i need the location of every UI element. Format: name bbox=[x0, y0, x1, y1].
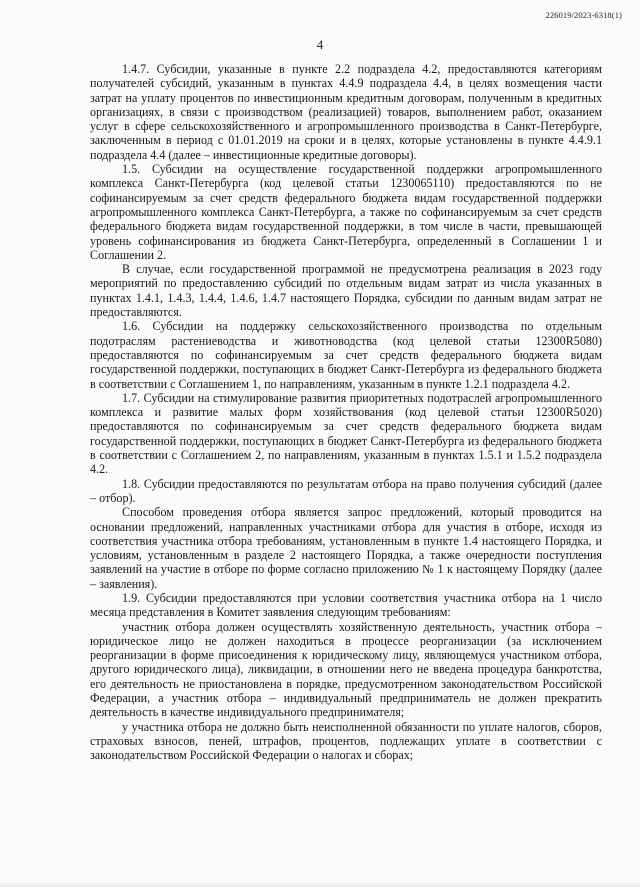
requirement-taxes: у участника отбора не должно быть неисполненной обязанности по уплате налогов, сборов, страховых взносов, пеней, штрафов, процентов, подлежащих уплате в соответствии с законодательством Российской Федерации о налогах и сборах; bbox=[90, 719, 602, 763]
paragraph-1-8: 1.8. Субсидии предоставляются по результатам отбора на право получения субсидий (далее – отбор). bbox=[90, 476, 602, 505]
requirement-activity: участник отбора должен осуществлять хозяйственную деятельность, участник отбора – юридическое лицо не должен находиться в процессе реорганизации (за исключением реорганизации в форме присоединения к юридическому лицу, являющемуся участником отбора, другого юридического лица), ликвидации, в отношении него не введена процедура банкротства, его деятельность не приостановлена в порядке, предусмотренном законодательством Российской Федерации, а участник отбора – индивидуальный предприниматель не должен прекратить деятельность в качестве индивидуального предпринимателя; bbox=[90, 619, 602, 720]
document-registration-number: 226019/2023-6318(1) bbox=[545, 10, 622, 20]
paragraph-1-5: 1.5. Субсидии на осуществление государственной поддержки агропромышленного комплекса Санкт-Петербурга (код целевой статьи 1230065110) предоставляются по не софинансируемым за счет средств федерального бюджета видам государственной поддержки агропромышленного комплекса Санкт-Петербурга, а также по софинансируемым за счет средств федерального бюджета видам государственной поддержки, в том числе в части, превышающей уровень софинансирования из бюджета Санкт-Петербурга, определенный в Соглашении 1 и Соглашении 2. bbox=[90, 162, 602, 262]
paragraph-1-5-note: В случае, если государственной программой не предусмотрена реализация в 2023 году мероприятий по предоставлению субсидий по отдельным видам затрат из числа указанных в пунктах 1.4.1, 1.4.3, 1.4.4, 1.4.6, 1.4.7 настоящего Порядка, субсидии по данным видам затрат не предоставляются. bbox=[90, 262, 602, 320]
paragraph-1-7: 1.7. Субсидии на стимулирование развития приоритетных подотраслей агропромышленного комплекса и развитие малых форм хозяйствования (код целевой статьи 12300R5020) предоставляются по софинансируемым за счет средств федерального бюджета видам государственной поддержки, поступающих в бюджет Санкт-Петербурга из федерального бюджета в соответствии с Соглашением 2, по направлениям, указанным в пунктах 1.5.1 и 1.5.2 подраздела 4.2. bbox=[90, 390, 602, 477]
paragraph-1-9: 1.9. Субсидии предоставляются при условии соответствия участника отбора на 1 число месяца представления в Комитет заявления следующим требованиям: bbox=[90, 590, 602, 620]
paragraph-1-6: 1.6. Субсидии на поддержку сельскохозяйственного производства по отдельным подотраслям растениеводства и животноводства (код целевой статьи 12300R5080) предоставляются по софинансируемым за счет средств федерального бюджета видам государственной поддержки, поступающих в бюджет Санкт-Петербурга из федерального бюджета в соответствии с Соглашением 1, по направлениям, указанным в пункте 1.2.1 подраздела 4.2. bbox=[90, 319, 602, 391]
paragraph-selection-method: Способом проведения отбора является запрос предложений, который проводится на основании предложений, направленных участниками отбора для участия в отборе, исходя из соответствия участника отбора требованиям, установленным в пункте 1.4 настоящего Порядка, и условиям, установленным в разделе 2 настоящего Порядка, а также очередности поступления заявлений на участие в отборе по форме согласно приложению № 1 к настоящему Порядку (далее – заявления). bbox=[90, 505, 602, 591]
scan-shadow bbox=[0, 881, 640, 887]
paragraph-1-4-7: 1.4.7. Субсидии, указанные в пункте 2.2 подраздела 4.2, предоставляются категориям получателей субсидий, указанным в пунктах 4.4.9 подраздела 4.4, в целях возмещения части затрат на уплату процентов по инвестиционным кредитным договорам, полученным в кредитных организациях, в связи с производством (реализацией) товаров, выполнением работ, оказанием услуг в сфере сельскохозяйственного и агропромышленного производства в Санкт-Петербурге, заключенным в период с 01.01.2019 на сроки и в целях, которые установлены в пункте 4.4.9.1 подраздела 4.4 (далее – инвестиционные кредитные договоры). bbox=[90, 62, 602, 162]
document-body bbox=[90, 62, 602, 763]
page-number: 4 bbox=[316, 37, 324, 52]
